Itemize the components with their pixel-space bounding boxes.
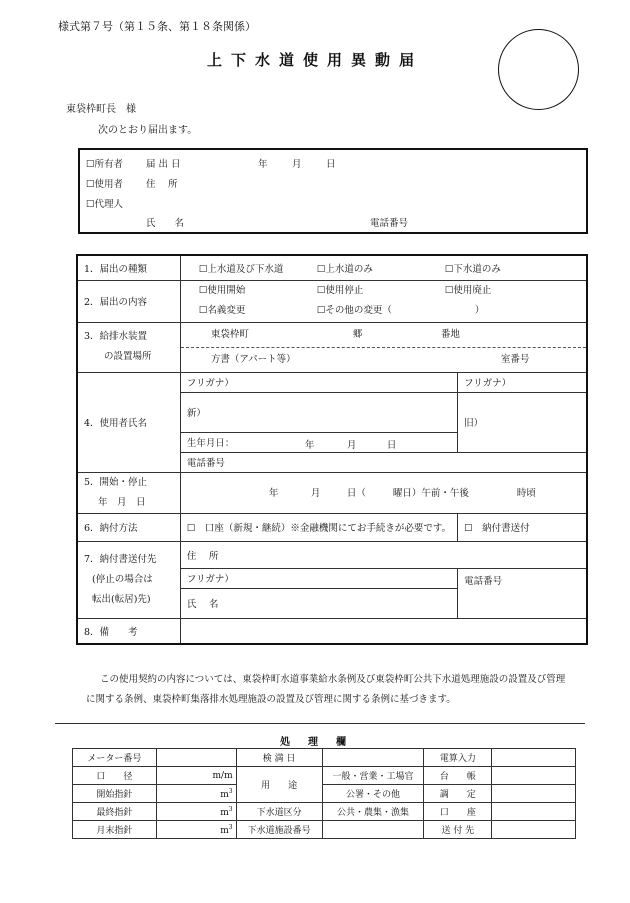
row2-label: 2．届出の内容 [77, 280, 180, 322]
survey-label: 調 定 [424, 785, 492, 803]
opt-stop[interactable]: ☐使用停止 [316, 285, 364, 296]
row6-label: 6．納付方法 [77, 513, 180, 541]
inspection-label: 検 満 日 [236, 749, 322, 767]
ledger-label: 台 帳 [424, 767, 492, 785]
note-line-2: に関する条例、東袋枠町集落排水処理施設の設置及び管理に関する条例に基づきます。 [86, 694, 456, 705]
usage-label: 用 途 [236, 767, 322, 803]
district-label: 郷 [352, 328, 363, 340]
filing-date-label: 届 出 日 [146, 159, 181, 170]
applicant-box [78, 148, 588, 234]
dest-furigana[interactable]: フリガナ） [180, 568, 457, 588]
furigana-new[interactable]: フリガナ） [180, 372, 457, 392]
row7-label1: 7．納付書送付先 [84, 553, 157, 565]
opt-other-change[interactable]: ☐その他の変更（ [316, 305, 392, 316]
meter-no-label: メーター番号 [73, 749, 157, 767]
opt-bank-account[interactable]: ☐ 口座（新規・継続）※金融機関にてお手続きが必要です。 [180, 513, 457, 541]
date-year: 年 [268, 487, 279, 499]
computer-label: 電算入力 [424, 749, 492, 767]
date-weekday: 曜日）午前・午後 [392, 487, 469, 499]
row-payment-method [77, 513, 587, 541]
year-label: 年 [258, 159, 268, 170]
survey-field[interactable] [492, 785, 576, 803]
diameter-label: 口 径 [73, 767, 157, 785]
document-title: 上下水道使用異動届 [206, 51, 423, 69]
note-line-1: この使用契約の内容については、東袋枠町水道事業給水条例及び東袋枠町公共下水道処理施設の設置及び管理 [100, 674, 566, 685]
town-name: 東袋枠町 [210, 328, 249, 340]
birth-day: 日 [386, 439, 397, 451]
new-name[interactable]: 新） [180, 392, 457, 432]
computer-field[interactable] [492, 749, 576, 767]
row8-label: 8．備 考 [77, 618, 180, 644]
intro-text: 次のとおり届出ます。 [98, 125, 198, 136]
opt-water-and-sewer[interactable]: ☐上水道及び下水道 [198, 263, 284, 275]
birth-month: 月 [346, 439, 357, 451]
user-phone[interactable]: 電話番号 [180, 452, 587, 472]
row-installation-location [77, 322, 587, 372]
main-form-table [76, 254, 588, 645]
dest-name[interactable]: 氏 名 [180, 588, 457, 618]
opt-sewer-only[interactable]: ☐下水道のみ [444, 263, 501, 275]
date-time: 時頃 [516, 487, 536, 499]
opt-other-close: ） [474, 305, 485, 316]
separator-line [55, 723, 585, 724]
furigana-old[interactable]: フリガナ） [458, 372, 587, 392]
birth-year: 年 [304, 439, 315, 451]
row7-label2: (停止の場合は [92, 573, 153, 585]
date-day: 日（ [346, 487, 366, 499]
account-label: 口 座 [424, 803, 492, 821]
lot-label: 番地 [440, 328, 460, 340]
row3-label1: 3．給排水装置 [84, 331, 148, 342]
row-remarks [77, 618, 587, 644]
send-to-field[interactable] [492, 821, 576, 839]
seal-circle [498, 29, 579, 110]
send-to-label: 送 付 先 [424, 821, 492, 839]
sewer-facility-field[interactable] [322, 821, 424, 839]
old-name[interactable]: 旧） [458, 392, 587, 452]
cubed-a: 3 [228, 787, 233, 795]
agent-checkbox[interactable]: ☐代理人 [86, 199, 124, 210]
apartment-label: 方書（アパート等） [210, 353, 296, 365]
row3-label2: の設置場所 [104, 351, 152, 362]
dest-phone[interactable]: 電話番号 [458, 568, 587, 618]
row-notification-content [77, 280, 587, 322]
room-label: 室番号 [500, 353, 530, 365]
processing-title: 処 理 欄 [280, 737, 350, 748]
month-end-label: 月末指針 [73, 821, 157, 839]
processing-table [72, 748, 576, 839]
row1-label: 1．届出の種類 [77, 255, 180, 280]
cubed-c: 3 [228, 823, 233, 831]
row-start-stop-date [77, 472, 587, 513]
opt-water-only[interactable]: ☐上水道のみ [316, 263, 373, 275]
meter-no-field[interactable] [156, 749, 236, 767]
row5-label2: 年 月 日 [98, 496, 146, 508]
month-label: 月 [292, 159, 302, 170]
opt-abolish[interactable]: ☐使用廃止 [444, 285, 492, 296]
mm-unit: m/m [156, 767, 236, 785]
m3-unit-c: m [220, 825, 229, 836]
opt-name-change[interactable]: ☐名義変更 [198, 305, 246, 316]
name-label: 氏 名 [146, 218, 185, 229]
final-reading-label: 最終指針 [73, 803, 157, 821]
m3-unit-b: m [220, 807, 229, 818]
user-checkbox[interactable]: ☐使用者 [86, 179, 124, 190]
m3-unit-a: m [220, 789, 229, 800]
date-month: 月 [310, 487, 321, 499]
row-invoice-destination [77, 541, 587, 568]
ledger-field[interactable] [492, 767, 576, 785]
address-label: 住 所 [146, 179, 178, 190]
sewer-facility-label: 下水道施設番号 [236, 821, 322, 839]
usage-opt1: 一般・営業・工場官 [322, 767, 424, 785]
opt-start[interactable]: ☐使用開始 [198, 285, 246, 296]
phone-label: 電話番号 [370, 218, 409, 229]
row7-label3: 転出(転居)先) [92, 593, 151, 605]
owner-checkbox[interactable]: ☐所有者 [86, 159, 124, 170]
sewer-class-label: 下水道区分 [236, 803, 322, 821]
addressee: 東袋枠町長 様 [66, 104, 136, 115]
row5-label1: 5．開始・停止 [84, 476, 148, 488]
opt-invoice[interactable]: ☐ 納付書送付 [458, 513, 587, 541]
cubed-b: 3 [228, 805, 233, 813]
remarks-field[interactable] [180, 618, 587, 644]
row-user-name [77, 372, 587, 392]
sewer-class-opts: 公共・農集・漁集 [322, 803, 424, 821]
row-notification-type [77, 255, 587, 280]
birth-label: 生年月日： [186, 438, 235, 449]
inspection-field[interactable] [322, 749, 424, 767]
start-reading-label: 開始指針 [73, 785, 157, 803]
row4-label: 4．使用者氏名 [77, 372, 180, 472]
day-label: 日 [326, 159, 336, 170]
account-field[interactable] [492, 803, 576, 821]
dest-address[interactable]: 住 所 [180, 541, 587, 568]
usage-opt2: 公署・その他 [322, 785, 424, 803]
form-number: 様式第７号（第１５条、第１８条関係） [58, 20, 256, 33]
